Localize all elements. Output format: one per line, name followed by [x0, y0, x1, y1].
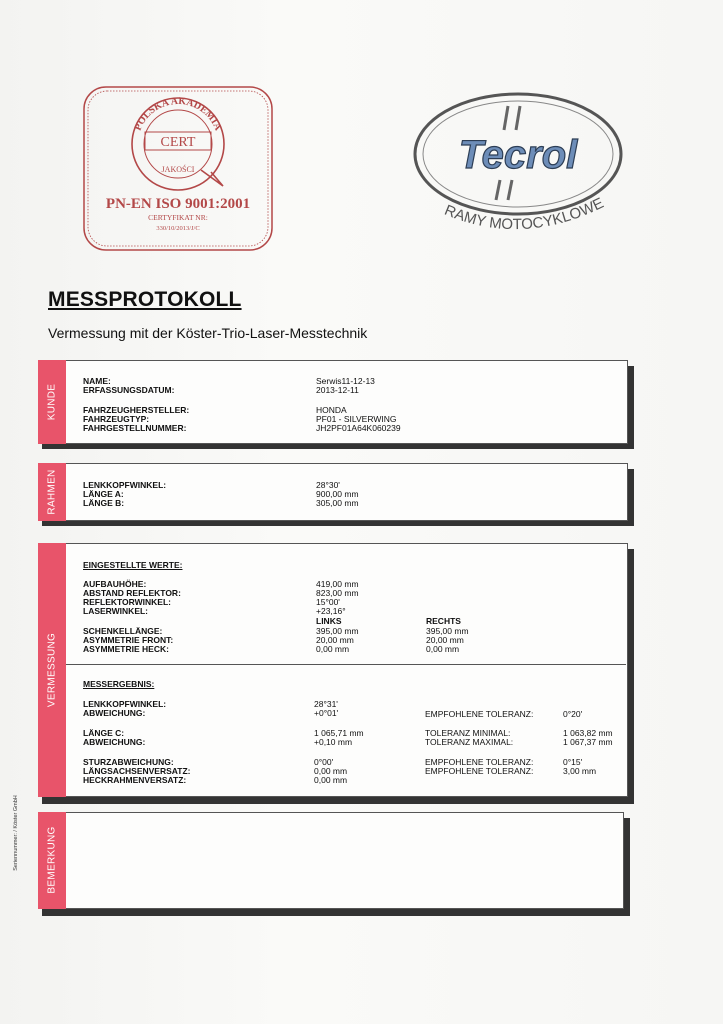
abw1-value: +0°01': [314, 708, 339, 718]
refl-label: REFLEKTORWINKEL:: [83, 597, 171, 607]
length-b-value: 305,00 mm: [316, 498, 359, 508]
sturz-label: STURZABWEICHUNG:: [83, 757, 174, 767]
maker-value: HONDA: [316, 405, 347, 415]
links-header: LINKS: [316, 616, 342, 626]
bemerkung-tab-label: BEMERKUNG: [46, 826, 58, 894]
kunde-tab-label: KUNDE: [46, 383, 58, 421]
name-label: NAME:: [83, 376, 111, 386]
rahmen-tab-label: RAHMEN: [46, 469, 58, 515]
laser-label: LASERWINKEL:: [83, 606, 149, 616]
abstand-value: 823,00 mm: [316, 588, 359, 598]
asym-front-links: 20,00 mm: [316, 635, 354, 645]
tol-min-label: TOLERANZ MINIMAL:: [425, 728, 511, 738]
svg-text:POLSKA AKADEMIA: [133, 96, 224, 133]
tol-rec-label: EMPFOHLENE TOLERANZ:: [425, 709, 534, 719]
rahmen-section: [38, 463, 638, 527]
tecrol-name: Tecrol: [458, 133, 578, 177]
cert-arc-text: POLSKA AKADEMIA: [132, 95, 224, 133]
tol-max-value: 1 067,37 mm: [563, 737, 613, 747]
steering-label: LENKKOPFWINKEL:: [83, 480, 167, 490]
vermessung-section: [38, 543, 638, 805]
tol-max-label: TOLERANZ MAXIMAL:: [425, 737, 514, 747]
abstand-label: ABSTAND REFLEKTOR:: [83, 588, 181, 598]
tecrol-logo: [410, 86, 630, 246]
laengs-label: LÄNGSACHSENVERSATZ:: [83, 766, 191, 776]
length-a-label: LÄNGE A:: [83, 489, 124, 499]
bemerkung-section: [38, 812, 638, 917]
side-note: Seriennummer: / Köster GmbH: [13, 795, 19, 871]
date-value: 2013-12-11: [316, 385, 359, 395]
asym-heck-links: 0,00 mm: [316, 644, 350, 654]
length-b-label: LÄNGE B:: [83, 498, 125, 508]
lenk-label: LENKKOPFWINKEL:: [83, 699, 167, 709]
page-title: MESSPROTOKOLL: [48, 288, 242, 311]
section-divider: [66, 664, 626, 665]
tol-laengs-label: EMPFOHLENE TOLERANZ:: [425, 766, 534, 776]
aufbau-value: 419,00 mm: [316, 579, 359, 589]
type-label: FAHRZEUGTYP:: [83, 414, 150, 424]
page-subtitle: Vermessung mit der Köster-Trio-Laser-Messtechnik: [48, 325, 368, 341]
asym-front-label: ASYMMETRIE FRONT:: [83, 635, 174, 645]
heck-value: 0,00 mm: [314, 775, 348, 785]
laenge-c-label: LÄNGE C:: [83, 728, 125, 738]
type-value: PF01 - SILVERWING: [316, 414, 397, 424]
laser-value: +23,16°: [316, 606, 346, 616]
settings-header: EINGESTELLTE WERTE:: [83, 560, 183, 570]
refl-value: 15°00': [316, 597, 340, 607]
vermessung-tab-label: VERMESSUNG: [46, 632, 58, 708]
cert-standard-text: PN-EN ISO 9001:2001: [105, 196, 251, 212]
asym-heck-label: ASYMMETRIE HECK:: [83, 644, 169, 654]
cert-lower-text: JAKOŚCI: [161, 165, 195, 174]
aufbau-label: AUFBAUHÖHE:: [83, 579, 147, 589]
tol-sturz-value: 0°15': [563, 757, 583, 767]
cert-number-text: 330/10/2013/J/C: [156, 225, 200, 232]
abw2-value: +0,10 mm: [314, 737, 353, 747]
sturz-value: 0°00': [314, 757, 334, 767]
abw1-label: ABWEICHUNG:: [83, 708, 146, 718]
cert-center-text: CERT: [160, 135, 196, 150]
laenge-c-value: 1 065,71 mm: [314, 728, 364, 738]
abw2-label: ABWEICHUNG:: [83, 737, 146, 747]
date-label: ERFASSUNGSDATUM:: [83, 385, 175, 395]
name-value: Serwis11-12-13: [316, 376, 375, 386]
result-header: MESSERGEBNIS:: [83, 679, 155, 689]
length-a-value: 900,00 mm: [316, 489, 359, 499]
cert-logo: [83, 86, 273, 251]
tol-laengs-value: 3,00 mm: [563, 766, 597, 776]
schenkel-label: SCHENKELLÄNGE:: [83, 626, 163, 636]
kunde-section: [38, 360, 638, 450]
schenkel-rechts: 395,00 mm: [426, 626, 469, 636]
rechts-header: RECHTS: [426, 616, 461, 626]
schenkel-links: 395,00 mm: [316, 626, 359, 636]
tecrol-tagline: RAMY MOTOCYKLOWE: [442, 194, 607, 234]
cert-label-text: CERTYFIKAT NR:: [148, 213, 208, 222]
heck-label: HECKRAHMENVERSATZ:: [83, 775, 187, 785]
asym-front-rechts: 20,00 mm: [426, 635, 464, 645]
tol-rec-value: 0°20': [563, 709, 583, 719]
steering-value: 28°30': [316, 480, 340, 490]
vin-label: FAHRGESTELLNUMMER:: [83, 423, 187, 433]
lenk-value: 28°31': [314, 699, 338, 709]
tol-sturz-label: EMPFOHLENE TOLERANZ:: [425, 757, 534, 767]
asym-heck-rechts: 0,00 mm: [426, 644, 460, 654]
maker-label: FAHRZEUGHERSTELLER:: [83, 405, 190, 415]
laengs-value: 0,00 mm: [314, 766, 348, 776]
vin-value: JH2PF01A64K060239: [316, 423, 401, 433]
tol-min-value: 1 063,82 mm: [563, 728, 613, 738]
